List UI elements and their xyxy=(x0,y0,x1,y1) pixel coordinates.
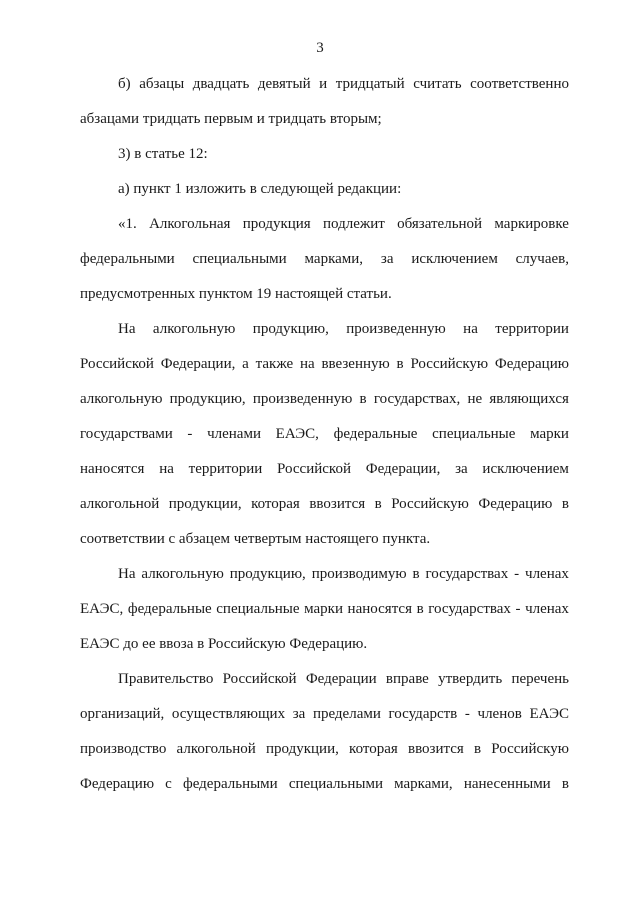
word: за xyxy=(292,706,306,722)
word: являющихся xyxy=(489,391,569,407)
word: алкогольную xyxy=(80,391,163,407)
word: произведенную xyxy=(252,391,353,407)
text-line: абзацами тридцать первым и тридцать вторым; xyxy=(80,111,382,127)
word: производство xyxy=(80,741,167,757)
word: в xyxy=(561,776,569,792)
word: На xyxy=(118,566,136,582)
word: ввозится xyxy=(407,741,464,757)
word: считать xyxy=(413,76,462,92)
word: Федерации xyxy=(305,671,377,687)
word: Российской xyxy=(277,461,351,477)
text-line xyxy=(80,387,569,422)
word: нанесенными xyxy=(463,776,551,792)
word: пределами xyxy=(312,706,381,722)
word: в xyxy=(374,496,382,512)
text-line xyxy=(80,212,569,247)
word: алкогольную xyxy=(152,321,236,337)
word: в xyxy=(412,566,420,582)
word: наносятся xyxy=(347,601,412,617)
word: случаев, xyxy=(515,251,569,267)
word: государствами xyxy=(80,426,173,442)
word: государствах xyxy=(428,601,511,617)
word: федеральные xyxy=(127,601,212,617)
word: в xyxy=(359,391,367,407)
word: специальными xyxy=(288,776,383,792)
text-line xyxy=(80,352,569,387)
text-line xyxy=(80,772,569,807)
word: продукцию, xyxy=(229,566,306,582)
word: организаций, xyxy=(80,706,165,722)
word: «1. xyxy=(118,216,137,232)
word: б) xyxy=(118,76,131,92)
word: наносятся xyxy=(80,461,145,477)
word: в xyxy=(416,601,424,617)
text-line xyxy=(80,422,569,457)
word: обязательной xyxy=(397,216,483,232)
word: на xyxy=(159,461,174,477)
word: за xyxy=(455,461,468,477)
text-line xyxy=(80,247,569,282)
word: специальными xyxy=(192,251,287,267)
word: на xyxy=(299,356,315,372)
word: - xyxy=(464,706,470,722)
text-line xyxy=(80,562,569,597)
word: Российскую xyxy=(391,496,469,512)
word: - xyxy=(514,566,520,582)
text-line: 3) в статье 12: xyxy=(118,146,208,162)
word: территории xyxy=(188,461,263,477)
word: Российской xyxy=(80,356,154,372)
word: продукцию, xyxy=(169,391,246,407)
word: а xyxy=(242,356,249,372)
word: исключением xyxy=(411,251,498,267)
word: ЕАЭС, xyxy=(275,426,319,442)
word: Российскую xyxy=(491,741,569,757)
word: Федерации, xyxy=(160,356,236,372)
word: тридцатый xyxy=(335,76,405,92)
text-line xyxy=(80,492,569,527)
word: членами xyxy=(207,426,261,442)
word: Федерацию xyxy=(80,776,155,792)
word: федеральными xyxy=(80,251,175,267)
word: алкогольной xyxy=(80,496,160,512)
word: федеральными xyxy=(182,776,278,792)
text-line xyxy=(80,737,569,772)
word: не xyxy=(467,391,483,407)
word: - xyxy=(515,601,521,617)
word: продукция xyxy=(242,216,311,232)
word: с xyxy=(165,776,172,792)
word: членах xyxy=(525,566,569,582)
word: продукции, xyxy=(266,741,339,757)
word: двадцать xyxy=(192,76,250,92)
text-line xyxy=(80,702,569,737)
word: производимую xyxy=(311,566,407,582)
word: которая xyxy=(251,496,300,512)
word: Федерации, xyxy=(365,461,441,477)
page-number: 3 xyxy=(316,40,324,56)
text-line xyxy=(80,72,569,107)
word: членов xyxy=(477,706,522,722)
word: государствах, xyxy=(373,391,461,407)
word: Федерацию xyxy=(494,356,569,372)
word: на xyxy=(463,321,478,337)
word: специальные xyxy=(432,426,516,442)
text-line xyxy=(80,457,569,492)
word: федеральные xyxy=(333,426,418,442)
word: алкогольной xyxy=(176,741,256,757)
word: в xyxy=(473,741,482,757)
word: ввезенную xyxy=(321,356,390,372)
word: за xyxy=(380,251,394,267)
word: соответственно xyxy=(470,76,569,92)
word: абзацы xyxy=(139,76,185,92)
word: исключением xyxy=(482,461,569,477)
word: девятый xyxy=(257,76,311,92)
word: марками, xyxy=(304,251,364,267)
word: в xyxy=(561,496,569,512)
text-line xyxy=(80,317,569,352)
word: утвердить xyxy=(438,671,503,687)
word: продукцию, xyxy=(252,321,329,337)
word: территории xyxy=(495,321,569,337)
word: членах xyxy=(525,601,569,617)
word: ЕАЭС xyxy=(529,706,569,722)
word: которая xyxy=(349,741,398,757)
word: государств xyxy=(388,706,458,722)
word: алкогольную xyxy=(141,566,224,582)
word: произведенную xyxy=(346,321,446,337)
word: перечень xyxy=(511,671,569,687)
word: специальные xyxy=(216,601,300,617)
word: ЕАЭС, xyxy=(80,601,124,617)
word: государствах xyxy=(425,566,509,582)
document-body xyxy=(80,72,569,807)
text-line xyxy=(80,667,569,702)
word: подлежит xyxy=(323,216,385,232)
word: осуществляющих xyxy=(171,706,286,722)
word: марками, xyxy=(394,776,453,792)
word: марки xyxy=(304,601,343,617)
word: марки xyxy=(530,426,569,442)
word: вправе xyxy=(385,671,429,687)
text-line: а) пункт 1 изложить в следующей редакции: xyxy=(118,181,402,197)
text-line: соответствии с абзацем четвертым настоящего пункта. xyxy=(80,531,431,547)
word: - xyxy=(187,426,193,442)
word: Российской xyxy=(222,671,297,687)
word: и xyxy=(319,76,328,92)
word: Федерацию xyxy=(478,496,553,512)
word: Правительство xyxy=(118,671,214,687)
text-line: предусмотренных пунктом 19 настоящей статьи. xyxy=(80,286,392,302)
word: в xyxy=(396,356,404,372)
word: маркировке xyxy=(494,216,569,232)
word: также xyxy=(255,356,294,372)
word: продукции, xyxy=(168,496,242,512)
word: Алкогольная xyxy=(149,216,231,232)
word: ввозится xyxy=(309,496,366,512)
text-line xyxy=(80,597,569,632)
text-line: ЕАЭС до ее ввоза в Российскую Федерацию. xyxy=(80,636,368,652)
word: На xyxy=(118,321,136,337)
word: Российскую xyxy=(410,356,489,372)
